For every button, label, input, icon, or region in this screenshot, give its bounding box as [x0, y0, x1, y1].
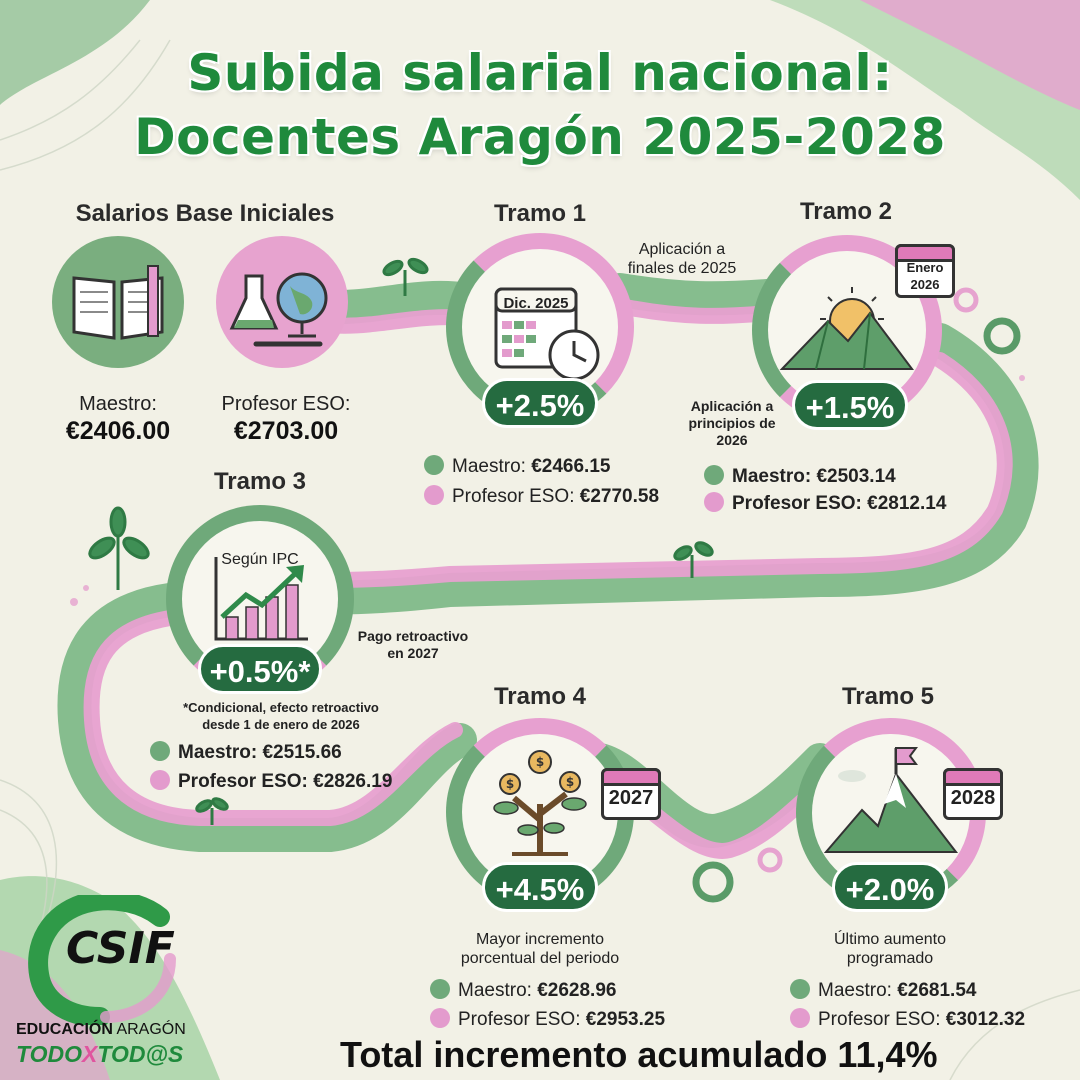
tramo4-percent-badge: +4.5%	[482, 862, 598, 912]
base-profesor-label: Profesor ESO:	[221, 393, 351, 415]
tramo4-calendar	[601, 768, 661, 820]
page-title-line-2: Docentes Aragón 2025-2028	[134, 108, 946, 166]
tramo3-profesor: Profesor ESO: €2826.19	[150, 770, 392, 793]
tramo3-maestro: Maestro: €2515.66	[150, 741, 342, 764]
green-dot-icon	[150, 741, 170, 761]
logo-slogan: TODOXTOD@S	[16, 1041, 184, 1067]
tramo3-percent-badge: +0.5%*	[198, 644, 322, 694]
tramo2-calendar	[895, 244, 955, 298]
tramo2-maestro: Maestro: €2503.14	[704, 465, 896, 488]
tramo2-calendar-line2: 2026	[910, 277, 940, 292]
page-title-line-1: Subida salarial nacional:	[187, 44, 893, 102]
science-circle	[216, 236, 348, 368]
tramo2-note: Aplicación a principios de 2026	[688, 398, 776, 448]
tramo1-heading: Tramo 1	[493, 200, 587, 227]
tramo5-note: Último aumento programado	[833, 931, 947, 967]
tramo4-profesor: Profesor ESO: €2953.25	[430, 1008, 665, 1031]
tramo1-note: Aplicación a finales de 2025	[627, 241, 737, 277]
base-maestro-value: €2406.00	[65, 417, 171, 445]
tramo3-side-note: Pago retroactivo en 2027	[357, 628, 469, 661]
tramo5-percent-badge: +2.0%	[832, 862, 948, 912]
tramo2-calendar-line1: Enero	[906, 260, 944, 275]
tramo4-heading: Tramo 4	[493, 683, 587, 710]
calendar-top-bar	[601, 768, 661, 786]
tramo4-note: Mayor incremento porcentual del periodo	[460, 931, 620, 967]
pink-dot-icon	[790, 1008, 810, 1028]
calendar-top-bar	[943, 768, 1003, 786]
tramo4-calendar-label: 2027	[608, 787, 654, 809]
tramo5-heading: Tramo 5	[841, 683, 935, 710]
pink-dot-icon	[150, 770, 170, 790]
tramo3-footnote: *Condicional, efecto retroactivo desde 1 de enero de 2026	[183, 700, 379, 732]
green-dot-icon	[790, 979, 810, 999]
tramo5-calendar	[943, 768, 1003, 820]
base-heading: Salarios Base Iniciales	[75, 200, 335, 227]
green-dot-icon	[424, 455, 444, 475]
tramo3-heading: Tramo 3	[213, 468, 307, 495]
csif-logo	[10, 895, 210, 1075]
pink-dot-icon	[430, 1008, 450, 1028]
pink-dot-icon	[704, 492, 724, 512]
tramo1-maestro: Maestro: €2466.15	[424, 455, 610, 478]
logo-line1: EDUCACIÓN ARAGÓN	[16, 1021, 186, 1038]
green-dot-icon	[430, 979, 450, 999]
tramo1-profesor: Profesor ESO: €2770.58	[424, 485, 659, 508]
tramo2-heading: Tramo 2	[799, 198, 893, 225]
svg-text:$: $	[535, 755, 545, 769]
tramo5-maestro: Maestro: €2681.54	[790, 979, 976, 1002]
tramo5-calendar-label: 2028	[950, 787, 996, 809]
tramo1-percent-badge: +2.5%	[482, 378, 598, 428]
logo-brand: CSIF	[66, 923, 175, 974]
book-icon	[52, 236, 184, 368]
svg-text:$: $	[565, 775, 575, 789]
tramo2-percent-badge: +1.5%	[792, 380, 908, 430]
green-dot-icon	[704, 465, 724, 485]
tramo1-calendar-label: Dic. 2025	[503, 295, 569, 312]
tramo2-profesor: Profesor ESO: €2812.14	[704, 492, 946, 515]
svg-text:$: $	[505, 777, 515, 791]
tramo3-chart-label: Según IPC	[221, 551, 299, 568]
tramo5-profesor: Profesor ESO: €3012.32	[790, 1008, 1025, 1031]
flask-globe-icon	[216, 236, 348, 368]
book-circle	[52, 236, 184, 368]
base-maestro-label: Maestro:	[79, 393, 157, 415]
tramo4-maestro: Maestro: €2628.96	[430, 979, 616, 1002]
base-profesor-value: €2703.00	[233, 417, 339, 445]
pink-dot-icon	[424, 485, 444, 505]
total-increment: Total incremento acumulado 11,4%	[340, 1034, 938, 1075]
